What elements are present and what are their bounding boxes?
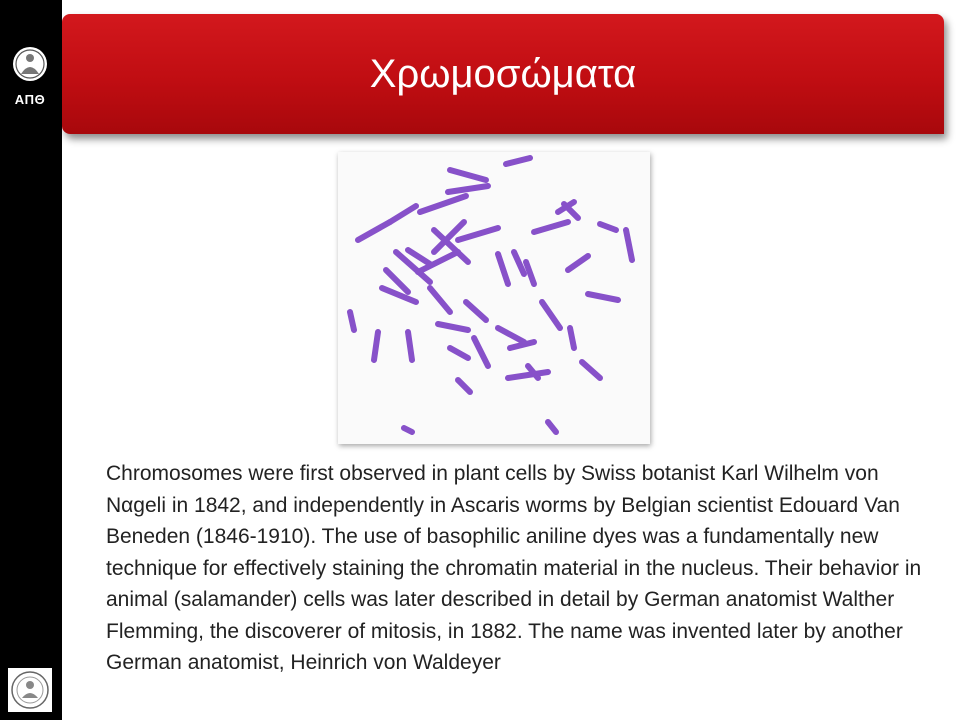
left-sidebar (0, 0, 62, 720)
body-paragraph: Chromosomes were first observed in plant cells by Swiss botanist Karl Wilhelm von Nαgeli in 1842, and independently in Ascaris worms by Belgian scientist Edouard Van Beneden (1846-1910). The use of basophilic aniline dyes was a fundamentally new technique for effectively staining the chromatin material in the nucleus. Their behavior in animal (salamander) cells was later described in detail by German anatomist Walther Flemming, the discoverer of mitosis, in 1882. The name was invented later by another German anatomist, Heinrich von Waldeyer (106, 462, 922, 674)
seal-icon (7, 42, 53, 90)
chromosome-image (338, 152, 650, 444)
bottom-logo (8, 668, 52, 712)
university-logo (7, 42, 53, 112)
title-banner (62, 14, 944, 134)
seal-small-icon (8, 668, 52, 712)
logo-caption: ΑΠΘ (14, 92, 46, 107)
page-title: Χρωμοσώματα (369, 52, 637, 96)
chromosome-micrograph-icon (338, 152, 650, 444)
